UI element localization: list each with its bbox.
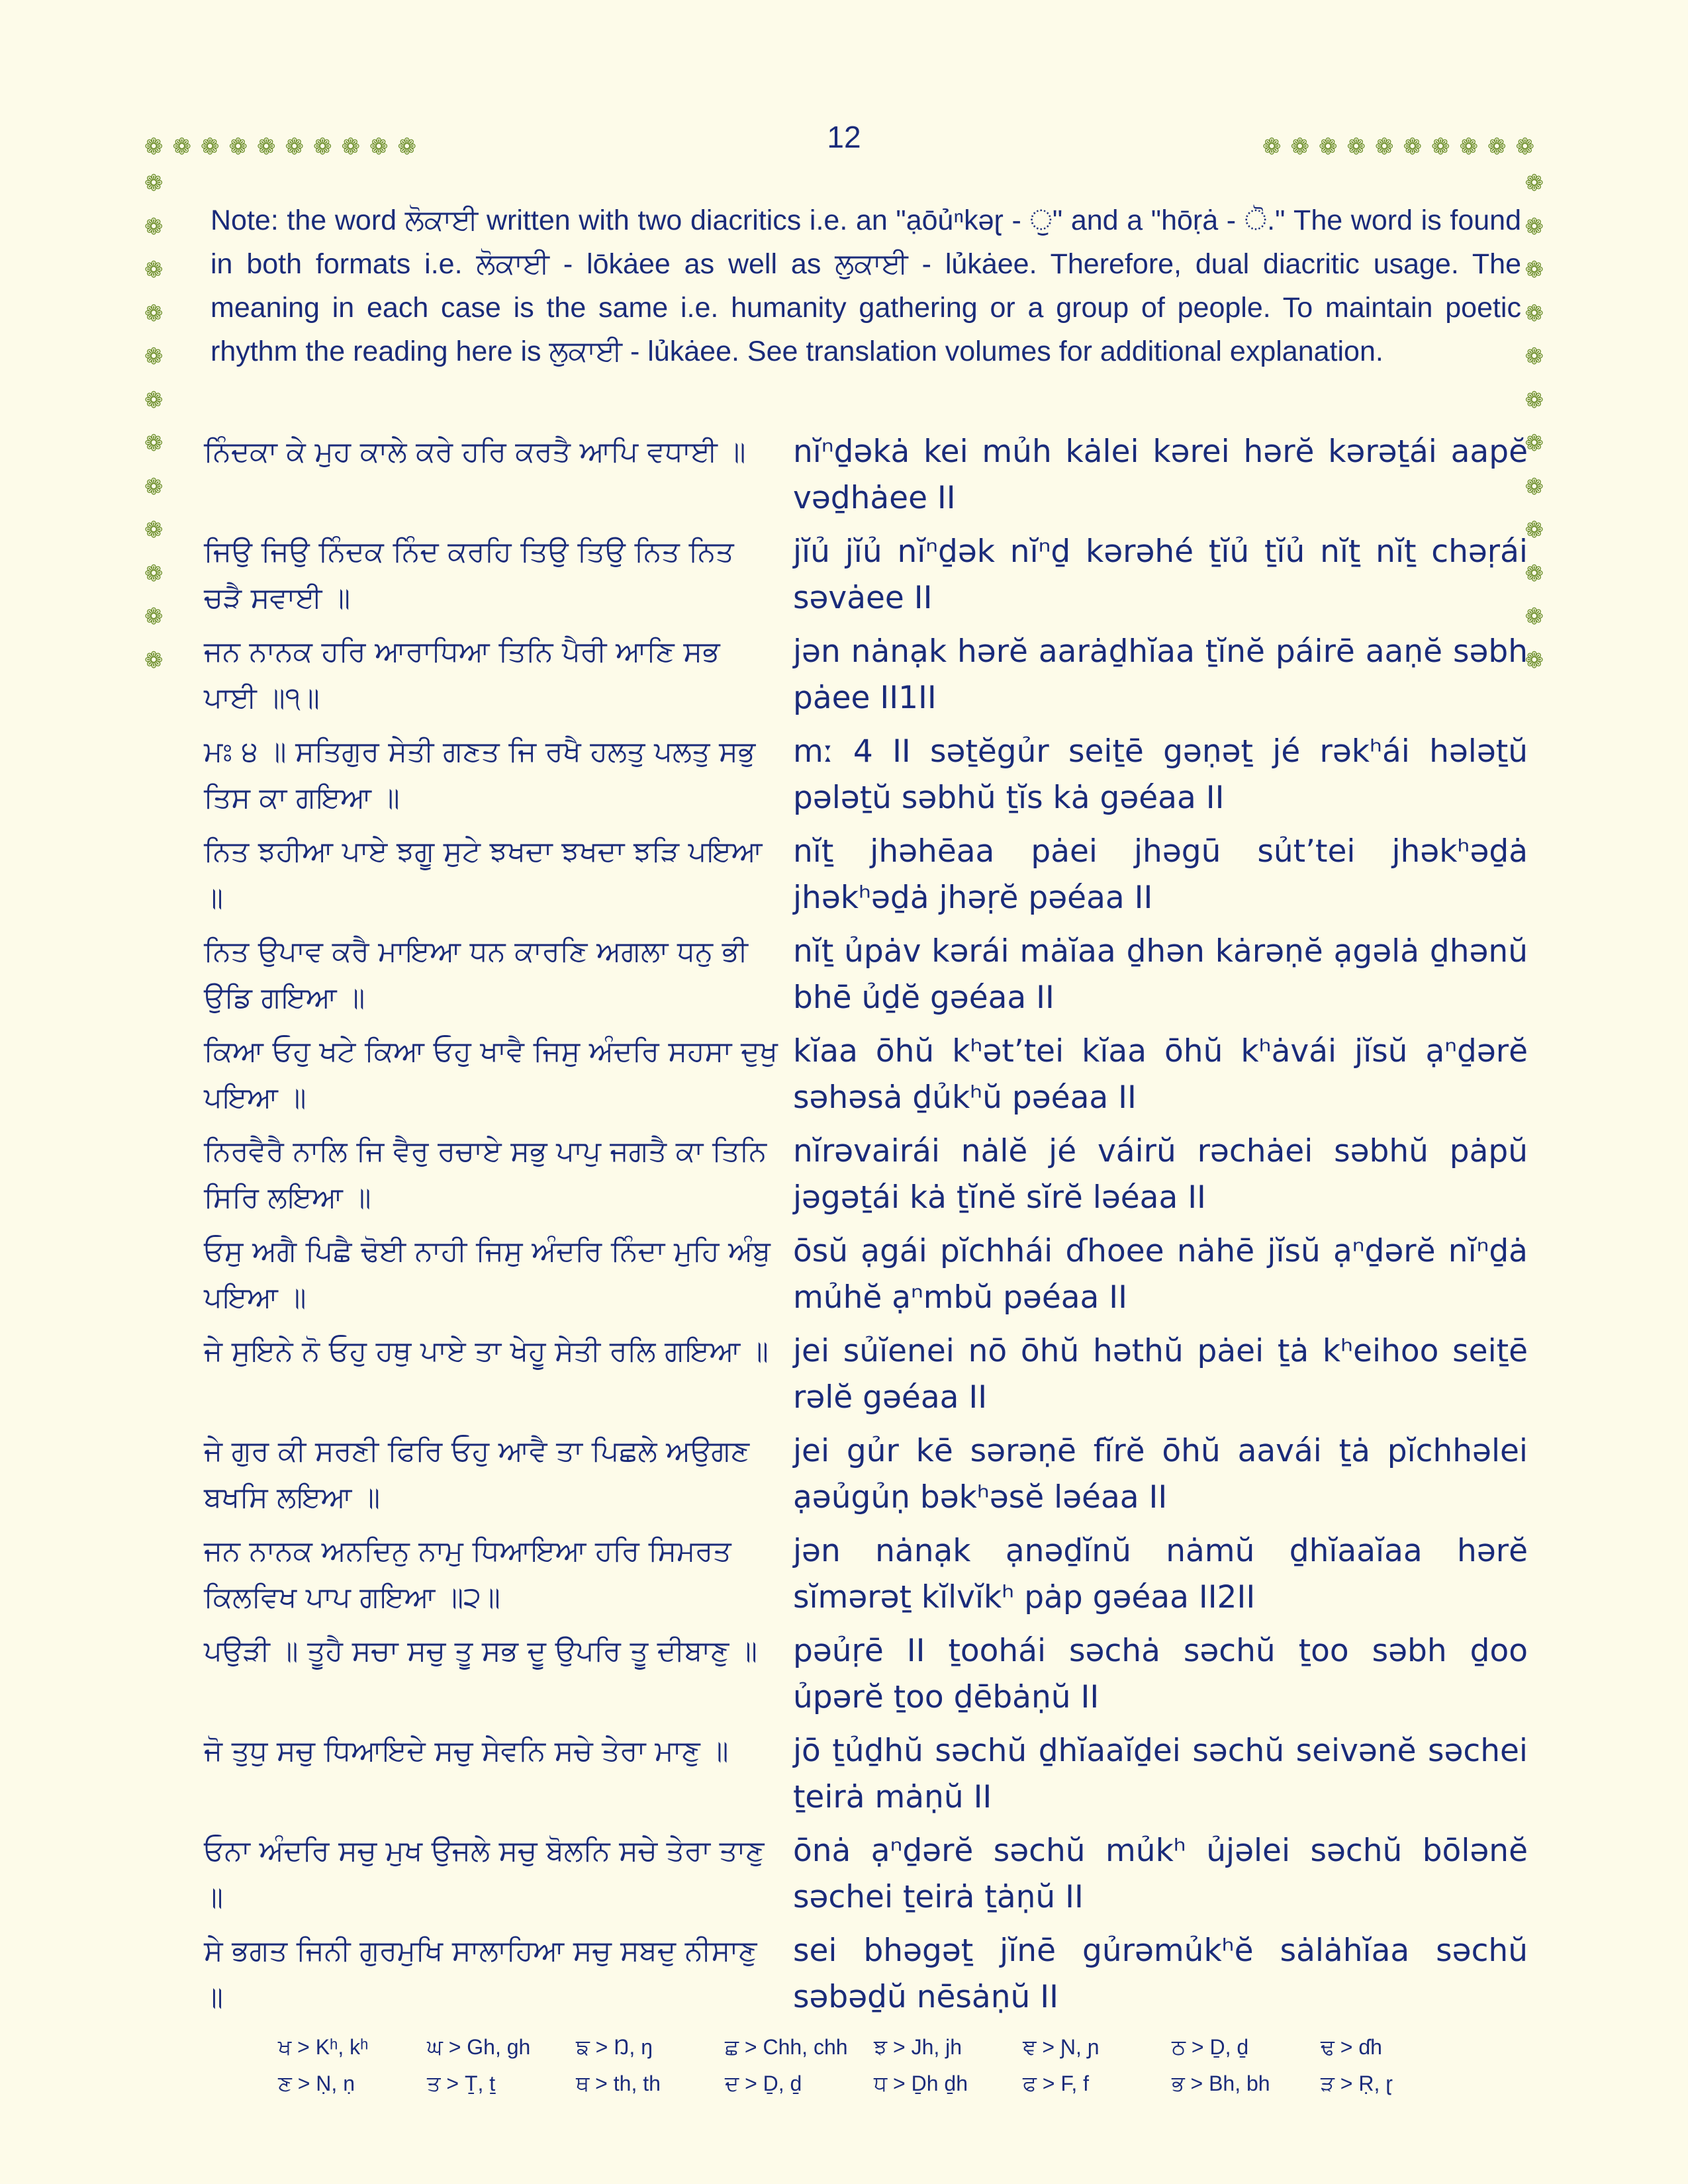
verse-gurmukhi: ਓਸੁ ਅਗੈ ਪਿਛੈ ਢੋਈ ਨਾਹੀ ਜਿਸੁ ਅੰਦਰਿ ਨਿੰਦਾ ਮੁਹਿ ਅੰਬੁ ਪਇਆ ॥ [204,1235,771,1314]
flower-icon: ❁ [1262,134,1291,159]
verse-gurmukhi: ਓਨਾ ਅੰਦਰਿ ਸਚੁ ਮੁਖ ਉਜਲੇ ਸਚੁ ਬੋਲਨਿ ਸਚੇ ਤੇਰਾ ਤਾਣੁ ॥ [204,1835,765,1914]
verse-gurmukhi: ਜਿਉ ਜਿਉ ਨਿੰਦਕ ਨਿੰਦ ਕਰਹਿ ਤਿਉ ਤਿਉ ਨਿਤ ਨਿਤ ਚੜੈ ਸਵਾਈ ॥ [204,535,734,615]
page-number: 12 [827,120,861,154]
flower-icon: ❁ [144,214,164,240]
verse-transliteration: nĭṯ ủpȧv kərái mȧĭaa ḏhən kȧrəṇĕ ạgəlȧ ḏhənŭ bhē ủḏĕ gəéaa II [793,933,1528,1016]
ornament-border-top-right [1262,136,1544,158]
verse-row [204,1828,1528,1928]
legend-item: ਝ > Jh, jh [874,2035,962,2059]
verse-row [204,429,1528,529]
verse-gurmukhi: ਸੇ ਭਗਤ ਜਿਨੀ ਗੁਰਮੁਖਿ ਸਾਲਾਹਿਆ ਸਚੁ ਸਬਦੁ ਨੀਸਾਣੁ ॥ [204,1934,757,2014]
verse-gurmukhi: ਕਿਆ ਓਹੁ ਖਟੇ ਕਿਆ ਓਹੁ ਖਾਵੈ ਜਿਸੁ ਅੰਦਰਿ ਸਹਸਾ ਦੁਖੁ ਪਇਆ ॥ [204,1035,778,1115]
flower-icon: ❁ [1431,134,1460,159]
legend-row [278,2071,1470,2108]
flower-icon: ❁ [1524,257,1544,283]
flower-icon: ❁ [1375,134,1403,159]
flower-icon: ❁ [1524,171,1544,196]
legend-item: ਙ > Ŋ, ŋ [576,2035,653,2059]
flower-icon: ❁ [1524,518,1544,543]
flower-icon: ❁ [144,257,164,283]
legend-item: ੜ > Ṛ, ɽ [1321,2071,1393,2095]
legend-item: ਥ > th, th [576,2071,661,2095]
verse-row [204,829,1528,929]
verse-transliteration: mː 4 II səṯĕgủr seiṯē gəṇəṯ jé rəkʰái hələṯŭ pələṯŭ səbhŭ ṯĭs kȧ gəéaa II [793,733,1528,816]
verse-row [204,1628,1528,1728]
verse-row [204,1728,1528,1828]
legend-item: ਣ > Ṇ, ṇ [278,2071,355,2095]
verse-gurmukhi: ਜੋ ਤੁਧੁ ਸਚੁ ਧਿਆਇਦੇ ਸਚੁ ਸੇਵਨਿ ਸਚੇ ਤੇਰਾ ਮਾਣੁ ॥ [204,1735,729,1768]
verse-gurmukhi: ਨਿਤ ਉਪਾਵ ਕਰੈ ਮਾਇਆ ਧਨ ਕਾਰਣਿ ਅਗਲਾ ਧਨੁ ਭੀ ਉਡਿ ਗਇਆ ॥ [204,935,748,1015]
flower-icon: ❁ [144,518,164,543]
verse-transliteration: pəủṛē II ṯoohái səchȧ səchŭ ṯoo səbh ḏoo ủpərĕ ṯoo ḏēbȧṇŭ II [793,1633,1528,1715]
legend-item: ਦ > Ḏ, ḏ [725,2071,802,2095]
verse-transliteration: nĭṯ jhəhēaa pȧei jhəgū sủt’tei jhəkʰəḏȧ jhəkʰəḏȧ jhəṛĕ pəéaa II [793,833,1528,916]
verse-transliteration: jən nȧnạk ạnəḏĭnŭ nȧmŭ ḏhĭaaĭaa hərĕ sĭmərəṯ kĭlvĭkʰ pȧp gəéaa II2II [793,1533,1528,1615]
flower-icon: ❁ [1487,134,1516,159]
flower-icon: ❁ [144,474,164,500]
flower-icon: ❁ [144,647,164,673]
ornament-border-left [144,172,164,692]
verse-transliteration: nĭrəvairái nȧlĕ jé váirŭ rəchȧei səbhŭ pȧpŭ jəgəṯái kȧ ṯĭnĕ sĭrĕ ləéaa II [793,1133,1528,1216]
verse-gurmukhi: ਨਿਤ ਝਹੀਆ ਪਾਏ ਝਗੂ ਸੁਟੇ ਝਖਦਾ ਝਖਦਾ ਝੜਿ ਪਇਆ ॥ [204,835,763,915]
verse-list [204,429,1528,2028]
flower-icon: ❁ [1403,134,1431,159]
verse-gurmukhi: ਜੇ ਗੁਰ ਕੀ ਸਰਣੀ ਫਿਰਿ ਓਹੁ ਆਵੈ ਤਾ ਪਿਛਲੇ ਅਉਗਣ ਬਖਸਿ ਲਇਆ ॥ [204,1435,750,1514]
flower-icon: ❁ [1290,134,1319,159]
legend-item: ਖ > Kʰ, kʰ [278,2035,369,2059]
verse-row [204,1228,1528,1328]
legend-item: ਠ > Ḏ, ḏ [1172,2035,1249,2059]
flower-icon: ❁ [1524,300,1544,326]
legend-item: ਘ > Gh, gh [427,2035,531,2059]
flower-icon: ❁ [201,134,229,159]
verse-gurmukhi: ਨਿਰਵੈਰੈ ਨਾਲਿ ਜਿ ਵੈਰੁ ਰਚਾਏ ਸਭੁ ਪਾਪੁ ਜਗਤੈ ਕਾ ਤਿਨਿ ਸਿਰਿ ਲਇਆ ॥ [204,1135,767,1214]
flower-icon: ❁ [1524,344,1544,369]
legend-item: ਛ > Chh, chh [725,2035,848,2059]
verse-gurmukhi: ਮਃ ੪ ॥ ਸਤਿਗੁਰ ਸੇਤੀ ਗਣਤ ਜਿ ਰਖੈ ਹਲਤੁ ਪਲਤੁ ਸਭੁ ਤਿਸ ਕਾ ਗਇਆ ॥ [204,735,756,815]
flower-icon: ❁ [285,134,313,159]
verse-transliteration: jei gủr kē sərəṇē fĭrĕ ōhŭ aavái ṯȧ pĭchhəlei ạəủgủṇ bəkʰəsĕ ləéaa II [793,1433,1528,1516]
legend-item: ਭ > Bh, bh [1172,2071,1270,2095]
verse-transliteration: jən nȧnạk hərĕ aarȧḏhĭaa ṯĭnĕ páirē aaṇĕ səbh pȧee II1II [793,633,1528,716]
legend-item: ਢ > ɗh [1321,2035,1382,2059]
flower-icon: ❁ [397,134,426,159]
flower-icon: ❁ [144,604,164,629]
verse-transliteration: kĭaa ōhŭ kʰət’tei kĭaa ōhŭ kʰȧvái jĭsŭ ạⁿḏərĕ səhəsȧ ḏủkʰŭ pəéaa II [793,1033,1528,1116]
verse-transliteration: jĭủ jĭủ nĭⁿḏək nĭⁿḏ kərəhé ṯĭủ ṯĭủ nĭṯ nĭṯ chəṛái səvȧee II [793,533,1528,616]
legend-item: ਤ > Ṯ, ṯ [427,2071,496,2095]
flower-icon: ❁ [1346,134,1375,159]
flower-icon: ❁ [1524,647,1544,673]
flower-icon: ❁ [144,300,164,326]
verse-gurmukhi: ਨਿੰਦਕਾ ਕੇ ਮੁਹ ਕਾਲੇ ਕਰੇ ਹਰਿ ਕਰਤੈ ਆਪਿ ਵਧਾਈ ॥ [204,435,746,469]
flower-icon: ❁ [369,134,398,159]
flower-icon: ❁ [144,387,164,413]
flower-icon: ❁ [257,134,285,159]
transliteration-legend [278,2035,1470,2108]
verse-row [204,1428,1528,1528]
flower-icon: ❁ [1524,474,1544,500]
flower-icon: ❁ [1524,431,1544,456]
flower-icon: ❁ [1524,561,1544,586]
verse-row [204,1028,1528,1128]
verse-row [204,629,1528,729]
verse-row [204,529,1528,629]
verse-transliteration: jei sủĭenei nō ōhŭ həthŭ pȧei ṯȧ kʰeihoo seiṯē rəlĕ gəéaa II [793,1333,1528,1416]
verse-row [204,1128,1528,1228]
flower-icon: ❁ [144,171,164,196]
flower-icon: ❁ [144,344,164,369]
verse-transliteration: jō ṯủḏhŭ səchŭ ḏhĭaaĭḏei səchŭ seivənĕ səchei ṯeirȧ mȧṇŭ II [793,1733,1528,1815]
verse-gurmukhi: ਪਉੜੀ ॥ ਤੂਹੈ ਸਚਾ ਸਚੁ ਤੂ ਸਭ ਦੂ ਉਪਰਿ ਤੂ ਦੀਬਾਣੁ ॥ [204,1635,757,1668]
flower-icon: ❁ [1524,387,1544,413]
flower-icon: ❁ [144,431,164,456]
flower-icon: ❁ [313,134,342,159]
flower-icon: ❁ [1459,134,1487,159]
verse-gurmukhi: ਜਨ ਨਾਨਕ ਅਨਦਿਨੁ ਨਾਮੁ ਧਿਆਇਆ ਹਰਿ ਸਿਮਰਤ ਕਿਲਵਿਖ ਪਾਪ ਗਇਆ ॥੨॥ [204,1535,731,1614]
legend-item: ਞ > Ɲ, ɲ [1023,2035,1100,2059]
diacritic-note: Note: the word ਲੋਕਾਈ written with two diacritics i.e. an "ạōủⁿkəɽ - ੁ" and a "hōṛȧ - ੋ." The word is found in both formats i.e. ਲੋਕਾਈ - lōkȧee as well as ਲੁਕਾਈ - lủkȧee. Therefore, dual diacritic usage. The meaning in each case is the same i.e. humanity gathering or a group of people. To maintain poetic rhythm the reading here is ਲੁਕਾਈ - lủkȧee. See translation volumes for additional explanation. [211,205,1521,367]
legend-item: ਧ > Ḏh ḏh [874,2071,968,2095]
verse-gurmukhi: ਜੇ ਸੁਇਨੇ ਨੋ ਓਹੁ ਹਥੁ ਪਾਏ ਤਾ ਖੇਹੂ ਸੇਤੀ ਰਲਿ ਗਇਆ ॥ [204,1335,769,1368]
verse-transliteration: ōnȧ ạⁿḏərĕ səchŭ mủkʰ ủjəlei səchŭ bōlənĕ səchei ṯeirȧ ṯȧṇŭ II [793,1833,1528,1915]
flower-icon: ❁ [341,134,369,159]
flower-icon: ❁ [1515,134,1544,159]
verse-row [204,1928,1528,2028]
verse-gurmukhi: ਜਨ ਨਾਨਕ ਹਰਿ ਆਰਾਧਿਆ ਤਿਨਿ ਪੈਰੀ ਆਣਿ ਸਭ ਪਾਈ ॥੧॥ [204,635,720,715]
flower-icon: ❁ [1524,214,1544,240]
verse-row [204,1528,1528,1628]
verse-row [204,1328,1528,1428]
flower-icon: ❁ [172,134,201,159]
verse-transliteration: nĭⁿḏəkȧ kei mủh kȧlei kərei hərĕ kərəṯái aapĕ vəḏhȧee II [793,433,1528,516]
flower-icon: ❁ [1319,134,1347,159]
flower-icon: ❁ [1524,604,1544,629]
flower-icon: ❁ [144,561,164,586]
legend-row [278,2035,1470,2071]
legend-item: ਫ > F, f [1023,2071,1090,2095]
flower-icon: ❁ [144,134,173,159]
flower-icon: ❁ [228,134,257,159]
ornament-border-top-left [144,136,426,158]
verse-row [204,929,1528,1028]
verse-row [204,729,1528,829]
verse-transliteration: ōsŭ ạgái pĭchhái ɗhoee nȧhē jĭsŭ ạⁿḏərĕ nĭⁿḏȧ mủhĕ ạⁿmbŭ pəéaa II [793,1233,1528,1316]
verse-transliteration: sei bhəgəṯ jĭnē gủrəmủkʰĕ sȧlȧhĭaa səchŭ səbəḏŭ nēsȧṇŭ II [793,1933,1528,2015]
